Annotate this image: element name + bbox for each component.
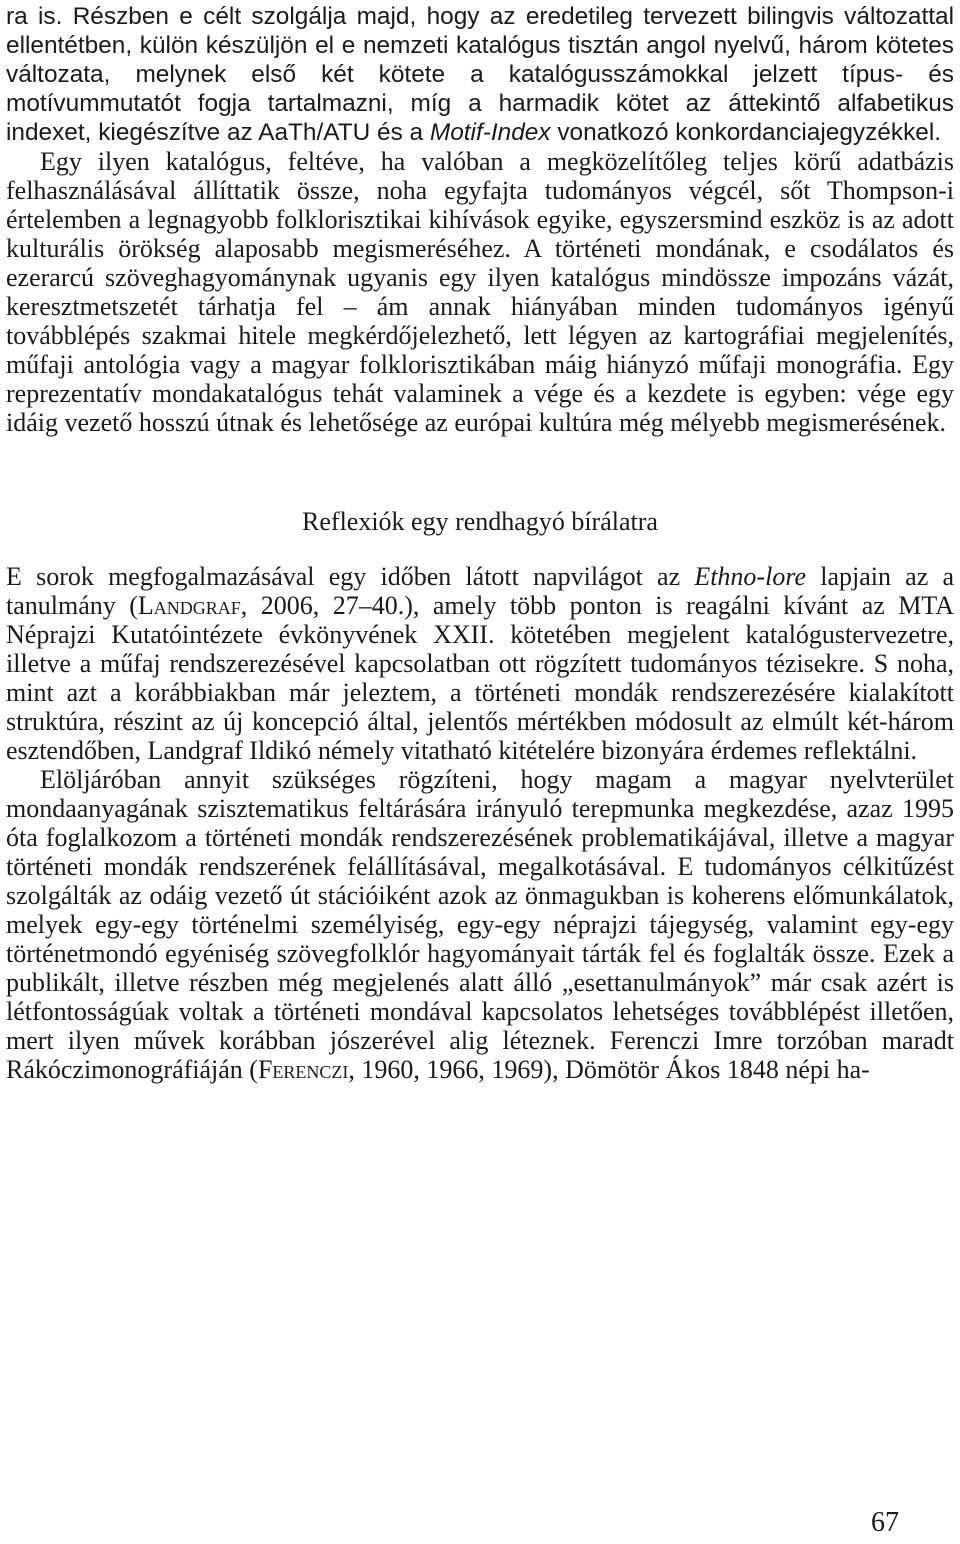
citation-author-landgraf: Landgraf [137, 591, 241, 620]
paragraph-1-text: ra is. Részben e célt szolgálja majd, hogy az eredetileg tervezett bilingvis változattal ellentétben, külön készüljön el e nemzeti katalógus tisztán angol nyelvű, három kötetes változata, melynek első két kötete a katalógusszámokkal jelzett típus- és motívummutatót fogja tartalmazni, míg a harmadik kötet az áttekintő alfabetikus indexet, kiegészítve az AaTh/ATU és a [6, 3, 954, 146]
paragraph-1-text-end: vonatkozó konkordanciajegyzékkel. [550, 119, 942, 146]
spacer [6, 437, 954, 507]
citation-author-ferenczi: Ferenczi [257, 1055, 349, 1084]
paragraph-3-text-mid: lapjain az a tanulmány ( [6, 562, 955, 620]
paragraph-2: Egy ilyen katalógus, feltéve, ha valóban a megközelítőleg teljes körű adatbázis felhasználásával állíttatik össze, noha egyfajta tudományos végcél, sőt Thompson-i értelemben a legnagyobb folklorisztikai kihívások egyike, egyszersmind eszköz is az adott kulturális örökség alaposabb megismeréséhez. A történeti mondának, e csodálatos és ezerarcú szöveghagyománynak ugyanis egy ilyen katalógus mindössze impozáns vázát, keresztmetszetét tárhatja fel – ám annak hiányában minden tudományos igényű továbblépés szakmai hitele megkérdőjelezhető, lett légyen az kartográfiai megjelenítés, műfaji antológia vagy a magyar folklorisztikában máig hiányzó műfaji monográfia. Egy reprezentatív mondakatalógus tehát valaminek a vége és a kezdete is egyben: vége egy idáig vezető hosszú útnak és lehetősége az európai kultúra még mélyebb megismerésének. [6, 147, 954, 437]
paragraph-4-text: Elöljáróban annyit szükséges rögzíteni, hogy magam a magyar nyelvterület mondaanyagának szisztematikus feltárására irányuló terepmunka megkezdése, azaz 1995 óta foglalkozom a történeti mondák rendszerezésének problematikájával, illetve a magyar történeti mondák rendszerének felállításával, megalkotásával. E tudományos célkitűzést szolgálták az odáig vezető út stációiként azok az önmagukban is koherens előmunkálatok, melyek egy-egy történelmi személyiség, egy-egy néprajzi tájegység, valamint egy-egy történetmondó egyéniség szövegfolklór hagyományait tárták fel és foglalták össze. Ezek a publikált, illetve részben még megjelenés alatt álló „esettanulmányok” már csak azért is létfontosságúak voltak a történeti mondával kapcsolatos lehetséges továbblépést illetően, mert ilyen művek korábban jószerével alig léteznek. Ferenczi Imre torzóban maradt Rákóczimonográfiáján ( [6, 765, 954, 1084]
paragraph-1 [6, 2, 954, 147]
document-page [6, 2, 954, 1084]
page-number: 67 [871, 1507, 899, 1538]
paragraph-4 [6, 765, 954, 1084]
paragraph-3-text-end: , 2006, 27–40.), amely több ponton is reagálni kívánt az MTA Néprajzi Kutatóintézete évkönyvének XXII. kötetében megjelent katalógustervezetre, illetve a műfaj rendszerezésével kapcsolatban ott rögzített tudományos tézisekre. S noha, mint azt a korábbiakban már jeleztem, a történeti mondák rendszerezésére kialakított struktúra, részint az új koncepció által, jelentős mértékben módosult az elmúlt két-három esztendőben, Landgraf Ildikó némely vitatható kitételére bizonyára érdemes reflektálni. [6, 591, 954, 765]
paragraph-4-text-end: , 1960, 1966, 1969), Dömötör Ákos 1848 népi ha- [348, 1055, 870, 1084]
paragraph-3-text: E sorok megfogalmazásával egy időben látott napvilágot az [6, 562, 695, 591]
paragraph-3 [6, 562, 954, 765]
ethno-lore-title: Ethno-lore [694, 562, 807, 591]
section-title: Reflexiók egy rendhagyó bírálatra [302, 507, 658, 536]
spacer [6, 536, 954, 562]
motif-index-title: Motif-Index [429, 119, 551, 146]
